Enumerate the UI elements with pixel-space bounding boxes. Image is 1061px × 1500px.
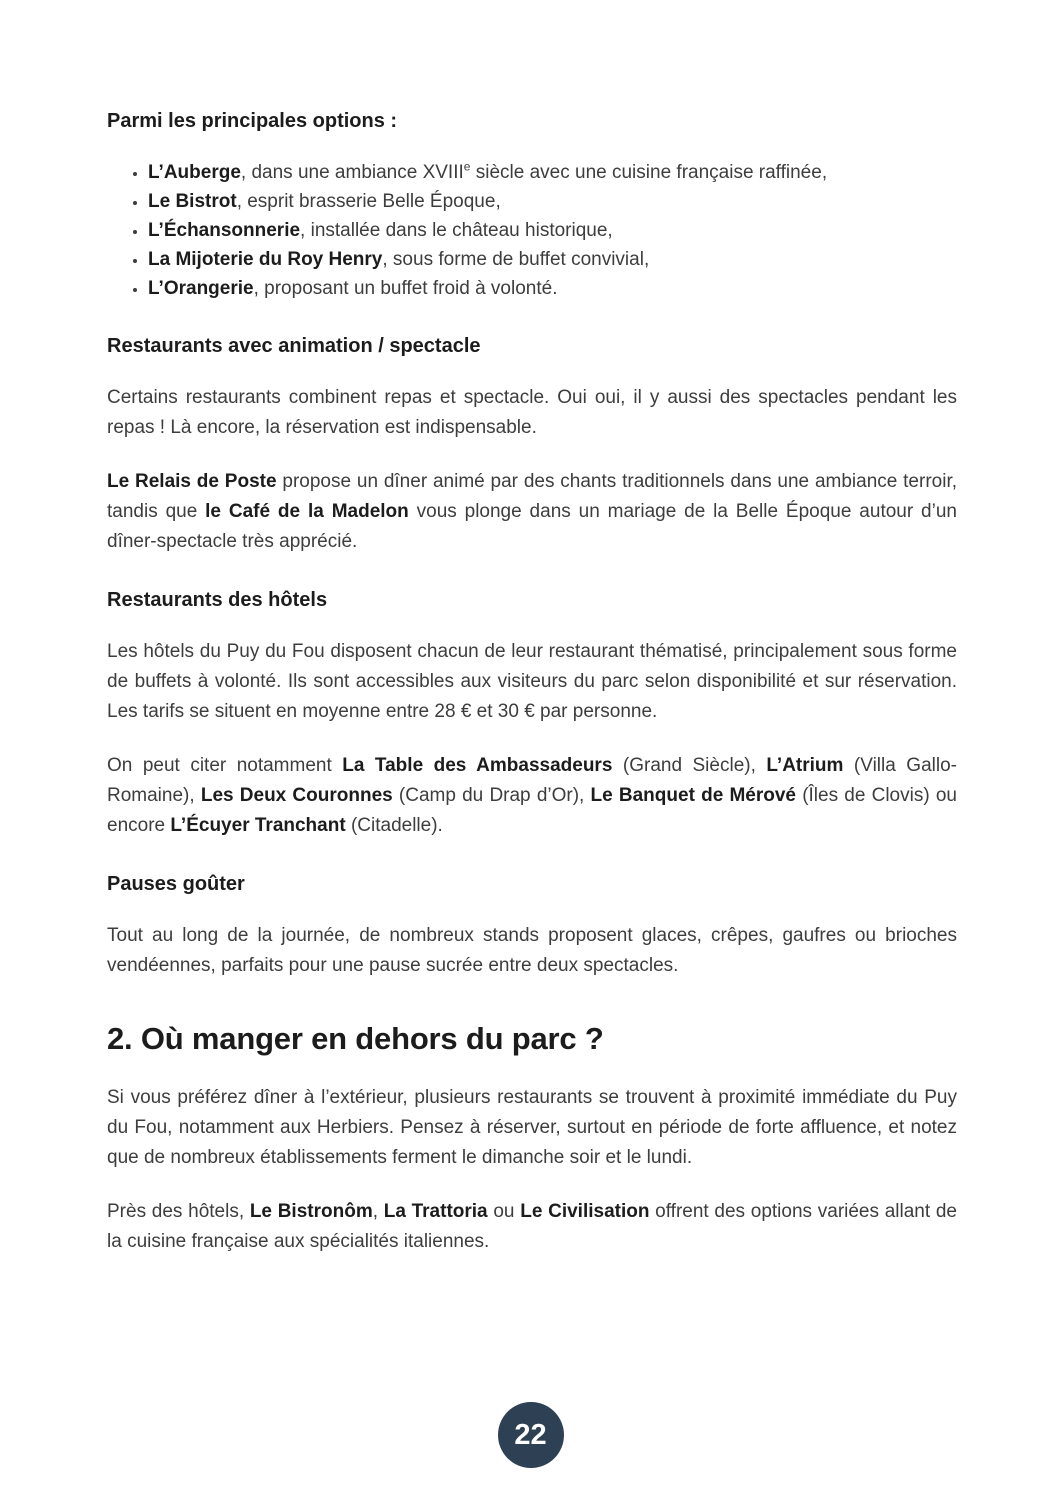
list-item: • La Mijoterie du Roy Henry, sous forme de buffet convivial, — [148, 245, 957, 274]
heading-restaurants-animation: Restaurants avec animation / spectacle — [107, 335, 481, 357]
page-number-badge — [498, 1402, 564, 1468]
paragraph-hotels-examples: On peut citer notamment La Table des Ambassadeurs (Grand Siècle), L’Atrium (Villa Gallo-Romaine), Les Deux Couronnes (Camp du Drap d’Or), Le Banquet de Mérové (Îles de Clovis) ou encore L’Écuyer Tranchant (Citadelle). — [107, 755, 957, 836]
heading-section-2: 2. Où manger en dehors du parc ? — [107, 1021, 604, 1056]
heading-principales-options: Parmi les principales options : — [107, 110, 398, 132]
paragraph-gouter: Tout au long de la journée, de nombreux stands proposent glaces, crêpes, gaufres ou brioches vendéennes, parfaits pour une pause sucrée entre deux spectacles. — [107, 925, 957, 976]
heading-pauses-gouter: Pauses goûter — [107, 873, 245, 895]
paragraph-animation-detail: Le Relais de Poste propose un dîner animé par des chants traditionnels dans une ambiance terroir, tandis que le Café de la Madelon vous plonge dans un mariage de la Belle Époque autour d’un dîner-spectacle très apprécié. — [107, 471, 958, 552]
document-page — [107, 108, 957, 1281]
list-item: • L’Orangerie, proposant un buffet froid à volonté. — [148, 274, 957, 303]
list-item: • Le Bistrot, esprit brasserie Belle Époque, — [148, 187, 957, 216]
options-list — [107, 158, 957, 303]
heading-restaurants-hotels: Restaurants des hôtels — [107, 589, 328, 611]
list-item: • L’Auberge, dans une ambiance XVIIIe siècle avec une cuisine française raffinée, — [148, 158, 957, 187]
paragraph-outside-intro: Si vous préférez dîner à l’extérieur, plusieurs restaurants se trouvent à proximité immédiate du Puy du Fou, notamment aux Herbiers. Pensez à réserver, surtout en période de forte affluence, et notez que de nombreux établissements ferment le dimanche soir et le lundi. — [107, 1087, 957, 1168]
paragraph-hotels-intro: Les hôtels du Puy du Fou disposent chacun de leur restaurant thématisé, principalement sous forme de buffets à volonté. Ils sont accessibles aux visiteurs du parc selon disponibilité et sur réservation. Les tarifs se situent en moyenne entre 28 € et 30 € par personne. — [107, 641, 957, 722]
list-item: • L’Échansonnerie, installée dans le château historique, — [148, 216, 957, 245]
paragraph-animation-intro: Certains restaurants combinent repas et spectacle. Oui oui, il y aussi des spectacles pendant les repas ! Là encore, la réservation est indispensable. — [107, 387, 957, 438]
page-number: 22 — [514, 1418, 547, 1451]
paragraph-outside-restaurants: Près des hôtels, Le Bistronôm, La Trattoria ou Le Civilisation offrent des options variées allant de la cuisine française aux spécialités italiennes. — [107, 1201, 957, 1252]
